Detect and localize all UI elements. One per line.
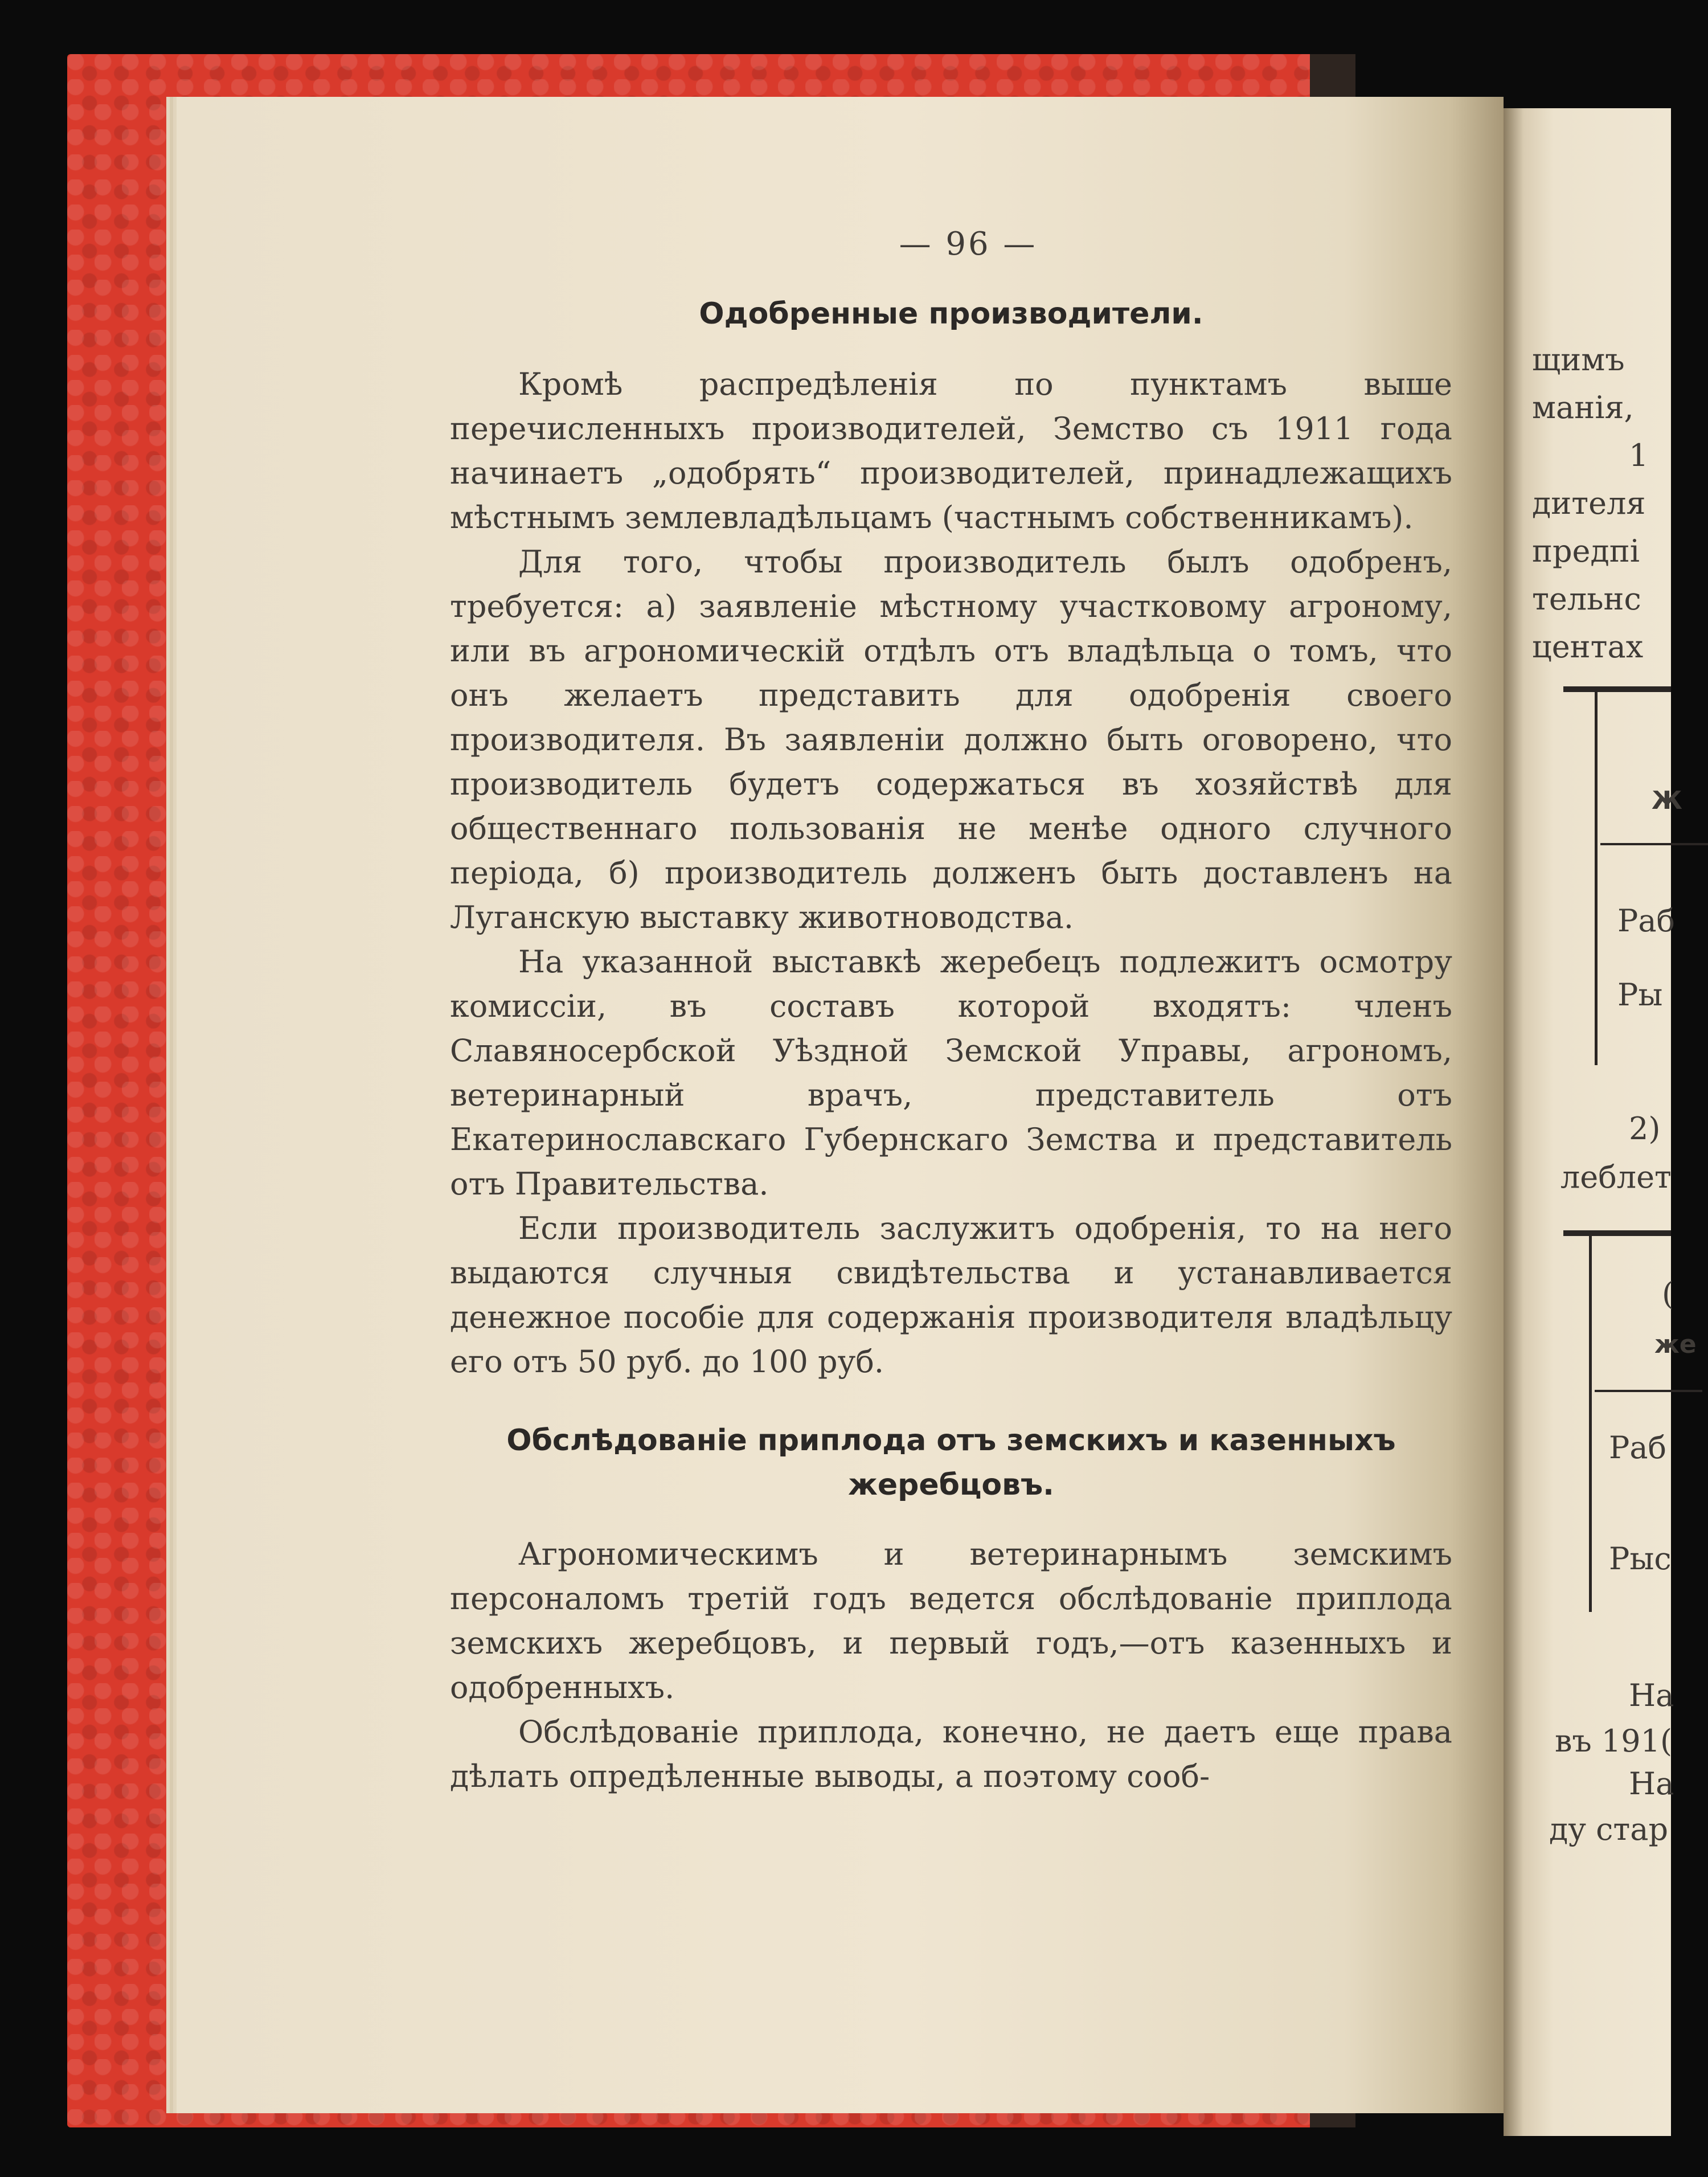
right-line: На [1629,1766,1674,1802]
table-header-cell: Ж [1652,786,1682,815]
right-line: дителя [1532,485,1646,521]
right-line: въ 191( [1555,1723,1673,1759]
right-line: предпі [1532,533,1640,569]
paragraph: Если производитель заслужитъ одобренія, то на него выдаются случныя свидѣтельства и устанавливается денежное пособіе для содержанія производителя владѣльцу его отъ 50 руб. до 100 руб. [450,1210,1452,1380]
right-line: центах [1532,629,1644,665]
table-rule [1563,686,1671,692]
page-number: — 96 — [899,226,1038,263]
table-row-label: Ры [1617,977,1663,1013]
paragraph: Для того, чтобы производитель былъ одобренъ, требуется: а) заявленіе мѣстному участковому агроному, или въ агрономическій отдѣлъ отъ владѣльца о томъ, что онъ желаетъ представить для одобренія своего производителя. Въ заявленіи должно быть оговорено, что производитель будетъ содержаться въ хозяйствѣ для общественнаго пользованія не менѣе одного случного періода, б) производитель долженъ быть доставленъ на Луганскую выставку животноводства. [450,544,1452,935]
table-rule-thin [1595,1390,1702,1392]
table-row-label: Раб [1617,903,1676,939]
right-line: 2) [1629,1111,1661,1147]
right-page-text-top [1532,336,1691,671]
table-header-cell: ( [1662,1276,1674,1312]
table-row-label: Раб [1609,1430,1667,1466]
table-border [1595,692,1598,1065]
paragraph: Обслѣдованіе приплода, конечно, не даетъ еще права дѣлать опредѣленные выводы, а поэтому сооб- [450,1714,1452,1794]
table-header-cell: же [1654,1330,1697,1359]
table-border [1589,1236,1592,1612]
table-rule [1563,1230,1671,1236]
section-heading-offspring-survey: Обслѣдованіе приплода отъ земскихъ и казенныхъ [506,1423,1396,1458]
right-line: манія, [1532,390,1634,425]
right-line: 1 [1629,437,1649,473]
paragraph: На указанной выставкѣ жеребецъ подлежитъ осмотру комиссіи, въ составъ которой входятъ: членъ Славяносербской Уѣздной Земской Управы, агрономъ, ветеринарный врачъ, представитель отъ Екатеринославскаго Губернскаго Земства и представитель отъ Правительства. [450,944,1452,1202]
right-line: тельнс [1532,581,1641,617]
right-line: ду стар [1549,1811,1669,1847]
paragraph: Кромѣ распредѣленія по пунктамъ выше перечисленныхъ производителей, Земство съ 1911 года начинаетъ „одобрять“ производителей, принадлежащихъ мѣстнымъ землевладѣльцамъ (частнымъ собственникамъ). [450,366,1452,535]
section-heading-offspring-survey-cont: жеребцовъ. [848,1468,1054,1502]
table-row-label: Рыс [1609,1541,1672,1577]
section-heading-approved-producers: Одобренные производители. [699,297,1203,331]
right-line: щимъ [1532,342,1625,378]
right-line: леблет [1560,1159,1672,1195]
right-line: На [1629,1677,1674,1713]
paragraph: Агрономическимъ и ветеринарнымъ земскимъ персоналомъ третій годъ ведется обслѣдованіе приплода земскихъ жеребцовъ, и первый годъ,—отъ казенныхъ и одобренныхъ. [450,1536,1452,1705]
table-rule-thin [1600,843,1708,845]
left-page-text [450,222,1452,1799]
